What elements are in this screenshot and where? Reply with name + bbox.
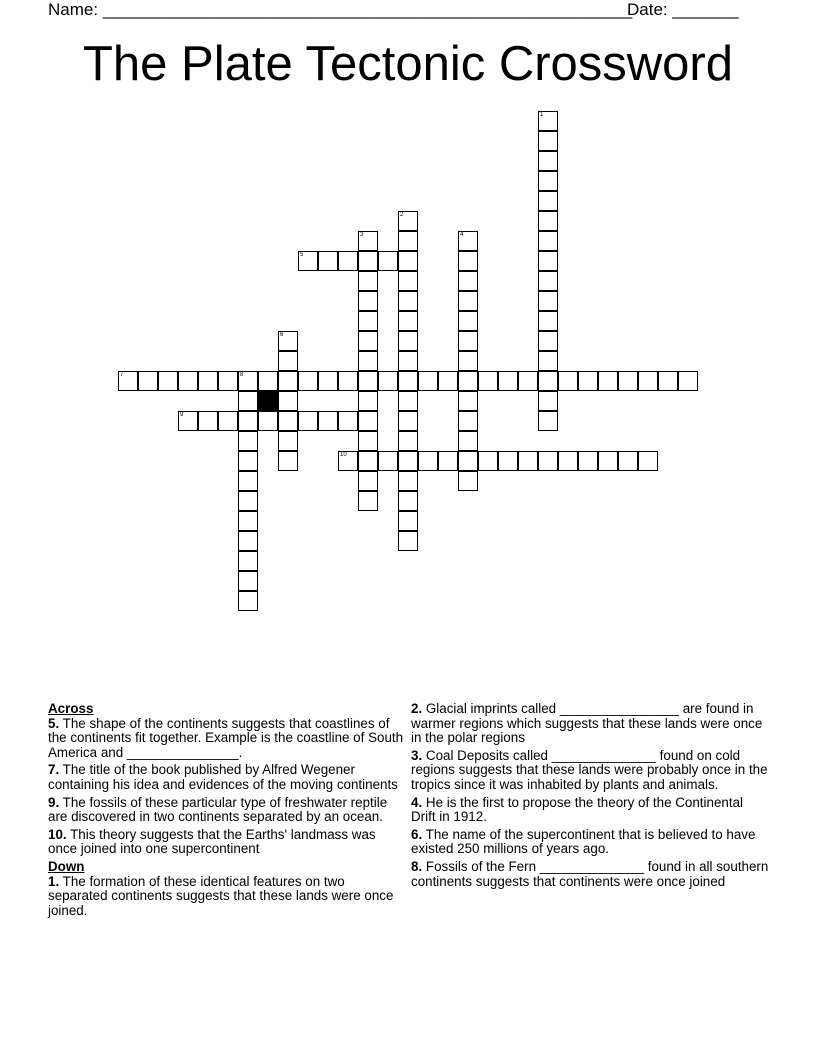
grid-cell[interactable] bbox=[238, 531, 258, 551]
grid-cell[interactable] bbox=[538, 231, 558, 251]
grid-cell[interactable] bbox=[258, 371, 278, 391]
grid-cell[interactable] bbox=[278, 391, 298, 411]
grid-cell[interactable] bbox=[518, 451, 538, 471]
grid-cell[interactable] bbox=[238, 451, 258, 471]
grid-cell[interactable] bbox=[358, 411, 378, 431]
grid-cell[interactable] bbox=[458, 431, 478, 451]
clue-text: Coal Deposits called ______________ found on cold regions suggests that these lands were probably once in the tropics since it was inhabited by plants and animals. bbox=[411, 747, 768, 792]
grid-cell[interactable] bbox=[358, 471, 378, 491]
down-clue-8 bbox=[411, 860, 771, 889]
grid-cell[interactable] bbox=[178, 371, 198, 391]
grid-cell[interactable] bbox=[538, 171, 558, 191]
grid-cell[interactable] bbox=[238, 511, 258, 531]
grid-cell[interactable] bbox=[358, 391, 378, 411]
cell-number: 3 bbox=[360, 232, 364, 238]
date-line: Date: _______ bbox=[627, 0, 739, 19]
grid-cell[interactable] bbox=[358, 371, 378, 391]
grid-cell[interactable] bbox=[358, 331, 378, 351]
grid-cell[interactable] bbox=[358, 351, 378, 371]
grid-cell[interactable] bbox=[118, 371, 138, 391]
cell-number: 1 bbox=[540, 112, 544, 118]
cell-number: 4 bbox=[460, 232, 464, 238]
grid-cell[interactable] bbox=[538, 151, 558, 171]
grid-cell[interactable] bbox=[238, 471, 258, 491]
grid-cell[interactable] bbox=[398, 391, 418, 411]
down-clue-1 bbox=[48, 875, 404, 919]
clue-number: 5. bbox=[48, 715, 60, 731]
grid-cell[interactable] bbox=[198, 411, 218, 431]
clue-number: 6. bbox=[411, 826, 423, 842]
grid-cell[interactable] bbox=[478, 451, 498, 471]
clues-left-column bbox=[48, 702, 404, 921]
grid-cell[interactable] bbox=[538, 451, 558, 471]
grid-cell[interactable] bbox=[298, 411, 318, 431]
grid-cell[interactable] bbox=[398, 451, 418, 471]
grid-cell[interactable] bbox=[498, 451, 518, 471]
grid-cell[interactable] bbox=[278, 411, 298, 431]
grid-cell[interactable] bbox=[238, 431, 258, 451]
cell-number: 2 bbox=[400, 212, 404, 218]
clue-text: He is the first to propose the theory of the Continental Drift in 1912. bbox=[411, 794, 743, 825]
name-line: Name: ________________________________________________________ bbox=[48, 0, 633, 19]
grid-cell[interactable] bbox=[398, 311, 418, 331]
across-heading: Across bbox=[48, 701, 94, 716]
grid-cell[interactable] bbox=[458, 451, 478, 471]
cell-number: 5 bbox=[300, 252, 304, 258]
across-clue-5 bbox=[48, 717, 404, 761]
grid-cell[interactable] bbox=[418, 451, 438, 471]
grid-cell[interactable] bbox=[458, 231, 478, 251]
grid-cell[interactable] bbox=[538, 111, 558, 131]
grid-cell[interactable] bbox=[358, 291, 378, 311]
grid-cell[interactable] bbox=[398, 271, 418, 291]
grid-cell[interactable] bbox=[398, 211, 418, 231]
grid-cell[interactable] bbox=[458, 471, 478, 491]
across-clue-10 bbox=[48, 828, 404, 857]
grid-cell[interactable] bbox=[398, 331, 418, 351]
grid-cell[interactable] bbox=[358, 271, 378, 291]
clue-number: 4. bbox=[411, 794, 423, 810]
grid-cell[interactable] bbox=[498, 371, 518, 391]
grid-cell[interactable] bbox=[238, 571, 258, 591]
grid-cell[interactable] bbox=[278, 371, 298, 391]
grid-cell[interactable] bbox=[538, 411, 558, 431]
grid-cell[interactable] bbox=[238, 551, 258, 571]
grid-cell[interactable] bbox=[538, 351, 558, 371]
grid-cell[interactable] bbox=[518, 371, 538, 391]
down-clue-6 bbox=[411, 828, 771, 857]
grid-cell[interactable] bbox=[398, 251, 418, 271]
grid-cell[interactable] bbox=[258, 411, 278, 431]
grid-cell[interactable] bbox=[278, 351, 298, 371]
grid-cell[interactable] bbox=[278, 331, 298, 351]
grid-cell[interactable] bbox=[298, 251, 318, 271]
page-title: The Plate Tectonic Crossword bbox=[83, 37, 733, 91]
grid-cell[interactable] bbox=[318, 411, 338, 431]
grid-cell[interactable] bbox=[658, 371, 678, 391]
grid-cell[interactable] bbox=[538, 331, 558, 351]
grid-cell[interactable] bbox=[638, 451, 658, 471]
cell-number: 6 bbox=[280, 332, 284, 338]
grid-cell[interactable] bbox=[618, 451, 638, 471]
grid-cell[interactable] bbox=[598, 451, 618, 471]
clue-text: The fossils of these particular type of freshwater reptile are discovered in two continents separated by an ocean. bbox=[48, 794, 388, 825]
grid-cell[interactable] bbox=[398, 291, 418, 311]
grid-cell[interactable] bbox=[458, 311, 478, 331]
grid-cell[interactable] bbox=[458, 331, 478, 351]
grid-cell[interactable] bbox=[358, 251, 378, 271]
across-clue-9 bbox=[48, 796, 404, 825]
grid-cell[interactable] bbox=[418, 371, 438, 391]
grid-cell[interactable] bbox=[678, 371, 698, 391]
grid-cell[interactable] bbox=[358, 311, 378, 331]
clue-text: Glacial imprints called ________________ are found in warmer regions which suggests that these lands were once in the polar regions bbox=[411, 701, 763, 746]
down-clue-4 bbox=[411, 796, 771, 825]
grid-cell[interactable] bbox=[398, 351, 418, 371]
grid-cell[interactable] bbox=[458, 411, 478, 431]
clue-number: 8. bbox=[411, 858, 423, 874]
grid-cell[interactable] bbox=[318, 251, 338, 271]
grid-cell[interactable] bbox=[458, 251, 478, 271]
down-heading: Down bbox=[48, 858, 85, 874]
grid-cell[interactable] bbox=[618, 371, 638, 391]
clue-text: The name of the supercontinent that is believed to have existed 250 millions of years ago. bbox=[411, 826, 756, 857]
grid-cell[interactable] bbox=[238, 391, 258, 411]
grid-cell[interactable] bbox=[438, 371, 458, 391]
grid-cell[interactable] bbox=[298, 371, 318, 391]
grid-cell[interactable] bbox=[638, 371, 658, 391]
grid-cell[interactable] bbox=[398, 371, 418, 391]
clues-right-column bbox=[411, 702, 771, 892]
down-clue-3 bbox=[411, 749, 771, 793]
grid-cell[interactable] bbox=[178, 411, 198, 431]
grid-cell[interactable] bbox=[538, 191, 558, 211]
grid-cell[interactable] bbox=[338, 371, 358, 391]
grid-cell[interactable] bbox=[558, 371, 578, 391]
grid-cell[interactable] bbox=[198, 371, 218, 391]
grid-cell[interactable] bbox=[218, 411, 238, 431]
grid-cell[interactable] bbox=[378, 451, 398, 471]
grid-cell[interactable] bbox=[138, 371, 158, 391]
clue-number: 7. bbox=[48, 762, 60, 778]
grid-cell[interactable] bbox=[238, 491, 258, 511]
clue-text: Fossils of the Fern ______________ found in all southern continents suggests that continents were once joined bbox=[411, 858, 769, 889]
grid-cell[interactable] bbox=[358, 491, 378, 511]
grid-cell[interactable] bbox=[398, 471, 418, 491]
grid-cell[interactable] bbox=[478, 371, 498, 391]
grid-cell[interactable] bbox=[538, 251, 558, 271]
grid-cell[interactable] bbox=[238, 371, 258, 391]
grid-cell[interactable] bbox=[358, 431, 378, 451]
grid-cell[interactable] bbox=[218, 371, 238, 391]
grid-cell[interactable] bbox=[538, 391, 558, 411]
grid-cell[interactable] bbox=[458, 291, 478, 311]
grid-cell[interactable] bbox=[378, 251, 398, 271]
grid-cell[interactable] bbox=[378, 371, 398, 391]
clue-number: 9. bbox=[48, 794, 60, 810]
grid-cell[interactable] bbox=[398, 491, 418, 511]
clue-text: The title of the book published by Alfred Wegener containing his idea and evidences of the moving continents bbox=[48, 762, 398, 792]
grid-cell[interactable] bbox=[578, 371, 598, 391]
grid-cell[interactable] bbox=[278, 431, 298, 451]
grid-cell[interactable] bbox=[538, 271, 558, 291]
grid-cell[interactable] bbox=[278, 451, 298, 471]
grid-cell[interactable] bbox=[578, 451, 598, 471]
grid-cell[interactable] bbox=[158, 371, 178, 391]
grid-cell[interactable] bbox=[338, 451, 358, 471]
clue-number: 1. bbox=[48, 873, 60, 889]
grid-cell[interactable] bbox=[358, 231, 378, 251]
cell-number: 9 bbox=[180, 412, 184, 418]
grid-cell[interactable] bbox=[398, 431, 418, 451]
grid-cell[interactable] bbox=[538, 131, 558, 151]
grid-cell[interactable] bbox=[458, 271, 478, 291]
grid-cell[interactable] bbox=[598, 371, 618, 391]
grid-cell[interactable] bbox=[338, 411, 358, 431]
grid-cell[interactable] bbox=[398, 531, 418, 551]
grid-cell[interactable] bbox=[398, 511, 418, 531]
cell-number: 8 bbox=[240, 372, 244, 378]
clue-text: This theory suggests that the Earths' landmass was once joined into one supercontinent bbox=[48, 826, 376, 857]
grid-cell[interactable] bbox=[558, 451, 578, 471]
grid-cell[interactable] bbox=[458, 351, 478, 371]
down-clue-2 bbox=[411, 702, 771, 746]
across-clue-7 bbox=[48, 763, 404, 792]
grid-cell[interactable] bbox=[458, 371, 478, 391]
grid-cell[interactable] bbox=[538, 311, 558, 331]
clue-text: The formation of these identical features on two separated continents suggests that these lands were once joined. bbox=[48, 873, 394, 918]
grid-cell[interactable] bbox=[538, 211, 558, 231]
black-cell bbox=[258, 391, 278, 411]
grid-cell[interactable] bbox=[338, 251, 358, 271]
grid-cell[interactable] bbox=[538, 371, 558, 391]
grid-cell[interactable] bbox=[358, 451, 378, 471]
grid-cell[interactable] bbox=[458, 391, 478, 411]
grid-cell[interactable] bbox=[398, 411, 418, 431]
clue-number: 10. bbox=[48, 826, 67, 842]
cell-number: 10 bbox=[340, 452, 347, 458]
grid-cell[interactable] bbox=[398, 231, 418, 251]
clue-number: 3. bbox=[411, 747, 423, 763]
grid-cell[interactable] bbox=[238, 591, 258, 611]
cell-number: 7 bbox=[120, 372, 124, 378]
clue-text: The shape of the continents suggests that coastlines of the continents fit together. Example is the coastline of South America and _______________. bbox=[48, 715, 404, 760]
grid-cell[interactable] bbox=[318, 371, 338, 391]
grid-cell[interactable] bbox=[538, 291, 558, 311]
grid-cell[interactable] bbox=[438, 451, 458, 471]
grid-cell[interactable] bbox=[238, 411, 258, 431]
clue-number: 2. bbox=[411, 701, 423, 716]
